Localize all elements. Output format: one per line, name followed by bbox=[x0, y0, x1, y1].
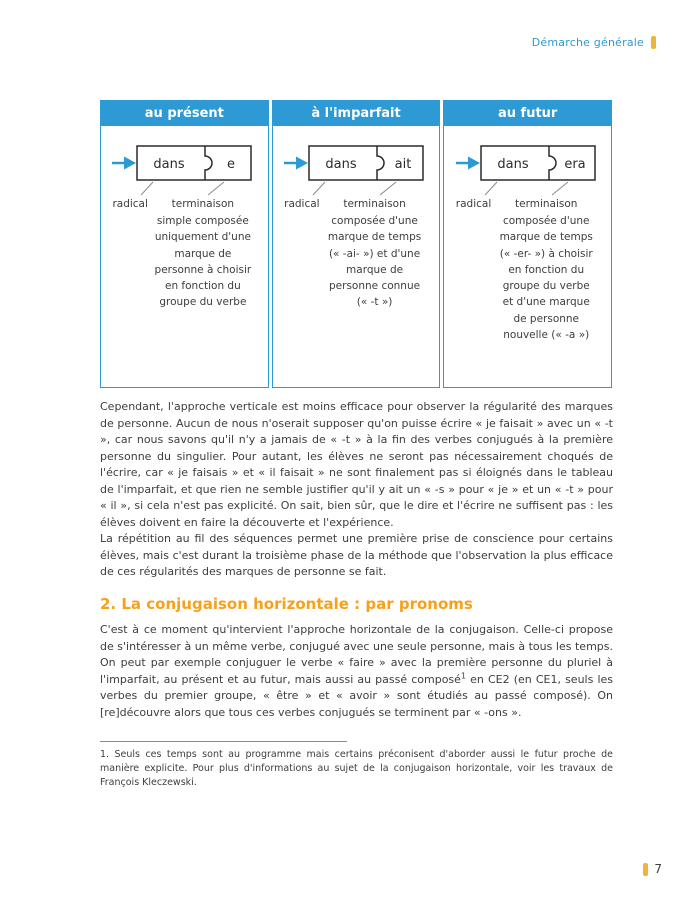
paragraph-3 bbox=[100, 622, 613, 721]
puzzle-diagram bbox=[109, 138, 259, 198]
ending-text: era bbox=[564, 157, 586, 172]
arrow-head-icon bbox=[124, 157, 136, 170]
column-imparfait bbox=[272, 100, 441, 388]
section-heading: 2. La conjugaison horizontale : par pronoms bbox=[100, 594, 473, 613]
terminaison-block bbox=[497, 198, 596, 343]
puzzle-diagram bbox=[281, 138, 431, 198]
running-head bbox=[532, 36, 656, 49]
terminaison-description: composée d'une marque de temps (« -ai- ») et d'une marque de personne connue (« -t ») bbox=[327, 215, 422, 309]
radical-word: dans bbox=[497, 157, 529, 172]
terminaison-description: composée d'une marque de temps (« -er- ») à choisir en fonction du groupe du verbe et d'une marque de personne nouvelle (« -a ») bbox=[499, 215, 593, 341]
paragraph-3-before-sup: C'est à ce moment qu'intervient l'approche horizontale de la conjugaison. Celle-ci propose de s'intéresser à un même verbe, conjugué avec une seule personne, mais à tous les temps. On peut par exemple conjuguer le verbe « faire » avec la première personne du pluriel à l'imparfait, au présent et au futur, mais aussi au passé composé bbox=[100, 623, 613, 686]
ending-text: e bbox=[227, 157, 236, 172]
main-content bbox=[100, 399, 613, 790]
piece-labels bbox=[450, 198, 605, 343]
paragraph-1: Cependant, l'approche verticale est moins efficace pour observer la régularité des marques de personne. Aucun de nous n'oserait supposer qu'on puisse écrire « je faisait » avec un « -t », car nous savons qu'il n'y a jamais de « -t » à la fin des verbes conjugués à la première personne du singulier. Pour autant, les élèves ne seront pas nécessairement choqués de l'écrire, car « je faisais » et « il faisait » ne sont finalement pas si éloignés dans le tableau de l'imparfait, et que rien ne semble justifier qu'il y ait un « -s » pour « je » et un « -t » pour « il », si cela n'est pas explicité. On sait, bien sûr, que le dire et l'écrire ne suffisent pas : les élèves doivent en faire la découverte et l'expérience. bbox=[100, 400, 613, 529]
column-body bbox=[100, 126, 269, 388]
ending-text: ait bbox=[394, 157, 412, 172]
column-header: à l'imparfait bbox=[272, 100, 441, 126]
arrow-head-icon bbox=[468, 157, 480, 170]
terminaison-block bbox=[325, 198, 424, 311]
radical-connector bbox=[313, 182, 325, 195]
terminaison-label: terminaison bbox=[515, 198, 578, 210]
radical-word: dans bbox=[325, 157, 357, 172]
terminaison-connector bbox=[380, 182, 396, 195]
footnote-reference: 1 bbox=[460, 670, 467, 680]
arrow-head-icon bbox=[296, 157, 308, 170]
column-present bbox=[100, 100, 269, 388]
footnote-divider bbox=[100, 741, 347, 742]
column-body bbox=[443, 126, 612, 388]
radical-label: radical bbox=[455, 198, 492, 210]
piece-labels bbox=[279, 198, 434, 311]
terminaison-label: terminaison bbox=[343, 198, 406, 210]
terminaison-block bbox=[153, 198, 252, 311]
column-body bbox=[272, 126, 441, 388]
terminaison-connector bbox=[208, 182, 224, 195]
column-futur bbox=[443, 100, 612, 388]
paragraph-2: La répétition au fil des séquences permet une première prise de conscience pour certains élèves, mais c'est durant la troisième phase de la méthode que l'observation la plus efficace de ces régularités des marques de personne se fait. bbox=[100, 532, 613, 578]
terminaison-connector bbox=[552, 182, 568, 195]
terminaison-label: terminaison bbox=[171, 198, 235, 210]
terminaison-description: simple composée uniquement d'une marque de personne à choisir en fonction du groupe du verbe bbox=[154, 215, 252, 309]
yellow-marker-icon bbox=[651, 36, 656, 49]
column-header: au présent bbox=[100, 100, 269, 126]
footnote-text: 1. Seuls ces temps sont au programme mais certains préconisent d'aborder aussi le futur proche de manière explicite. Pour plus d'informations au sujet de la conjugaison horizontale, voir les travaux de François Kleczewski. bbox=[100, 749, 613, 788]
radical-connector bbox=[141, 182, 153, 195]
conjugation-table bbox=[100, 100, 612, 388]
page-number: 7 bbox=[654, 862, 662, 876]
yellow-marker-icon bbox=[643, 863, 648, 876]
piece-labels bbox=[107, 198, 262, 311]
puzzle-diagram bbox=[453, 138, 603, 198]
radical-connector bbox=[485, 182, 497, 195]
section-header-label: Démarche générale bbox=[531, 36, 644, 49]
column-header: au futur bbox=[443, 100, 612, 126]
paragraph-3-after-sup: en CE2 (en CE1, seuls les verbes du premier groupe, « être » et « avoir » sont étudiés au passé composé). On [re]découvre alors que tous ces verbes conjugués se terminent par « -ons ». bbox=[100, 672, 613, 719]
radical-word: dans bbox=[153, 157, 185, 172]
radical-label: radical bbox=[284, 198, 320, 210]
radical-label: radical bbox=[112, 198, 148, 210]
page-footer bbox=[643, 862, 662, 876]
